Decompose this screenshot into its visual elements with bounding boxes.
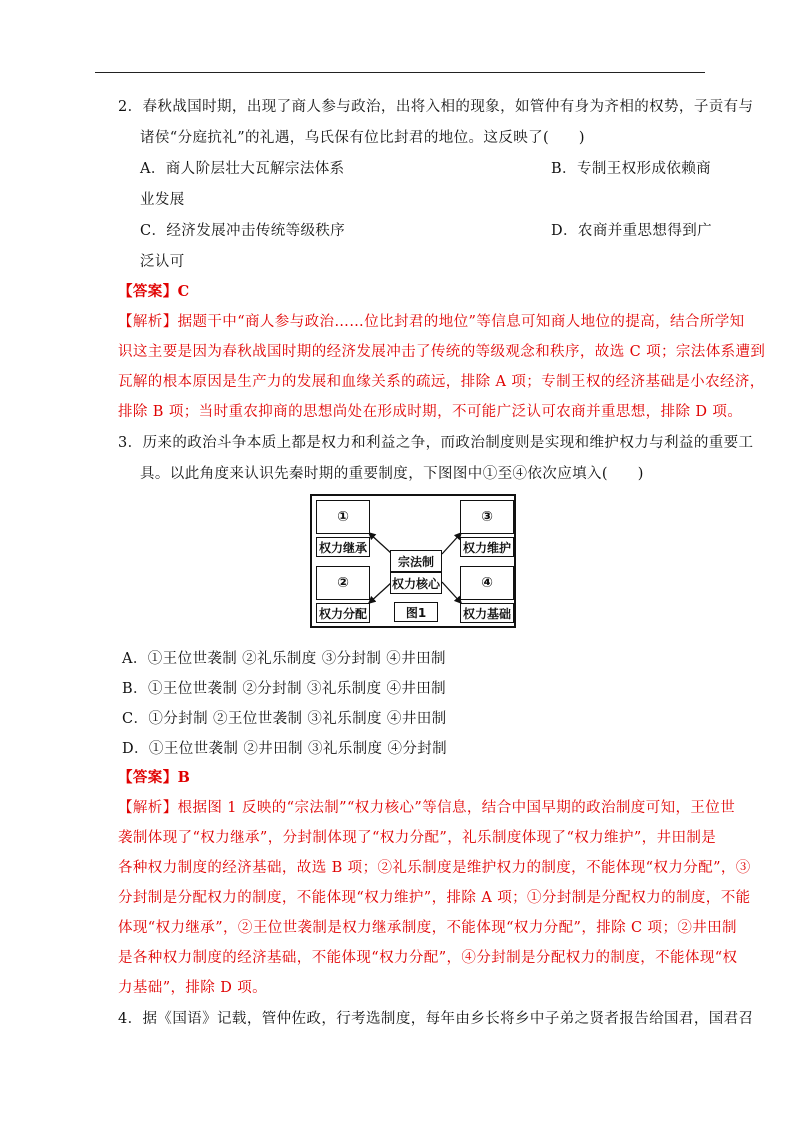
q3-answer: 【答案】B (118, 769, 191, 786)
q2-option-d-cont: 泛认可 (140, 254, 185, 270)
figure-box1-label: 权力继承 (316, 537, 370, 557)
q3-analysis-line: 各种权力制度的经济基础，故选 B 项；②礼乐制度是维护权力的制度，不能体现“权力分配”，③ (118, 860, 751, 876)
q2-option-b[interactable]: B．专制王权形成依赖商 (551, 161, 712, 177)
q3-analysis-line: 袭制体现了“权力继承”，分封制体现了“权力分配”，礼乐制度体现了“权力维护”，井田制是 (118, 830, 717, 846)
q2-option-d[interactable]: D．农商并重思想得到广 (551, 223, 713, 239)
header-rule (95, 72, 705, 73)
q3-option-d[interactable]: D．①王位世袭制 ②井田制 ③礼乐制度 ④分封制 (122, 741, 448, 757)
figure-box2-label: 权力分配 (316, 603, 370, 623)
figure-box3-number: ③ (460, 500, 514, 534)
q2-answer: 【答案】C (118, 283, 190, 300)
arrow-to-box1 (368, 532, 392, 554)
q3-figure (310, 494, 516, 628)
q3-option-c[interactable]: C．①分封制 ②王位世袭制 ③礼乐制度 ④井田制 (122, 711, 447, 727)
q3-option-b[interactable]: B．①王位世袭制 ②分封制 ③礼乐制度 ④井田制 (122, 681, 447, 697)
figure-box4-label: 权力基础 (460, 603, 514, 623)
q2-option-a[interactable]: A．商人阶层壮大瓦解宗法体系 (140, 161, 345, 177)
q3-analysis-line: 体现“权力继承”，②王位世袭制是权力继承制度，不能体现“权力分配”，排除 C 项；②井田制 (118, 920, 737, 936)
arrow-to-box2 (368, 582, 392, 604)
arrow-to-box4 (442, 582, 462, 604)
q2-stem-line2: 诸侯“分庭抗礼”的礼遇，乌氏保有位比封君的地位。这反映了( ) (140, 130, 585, 146)
q3-analysis-line: 力基础”，排除 D 项。 (118, 980, 268, 996)
arrow-to-box3 (442, 532, 462, 554)
q3-analysis-line: 是各种权力制度的经济基础，不能体现“权力分配”，④分封制是分配权力的制度，不能体现“权 (118, 950, 738, 966)
q3-option-a[interactable]: A．①王位世袭制 ②礼乐制度 ③分封制 ④井田制 (122, 651, 446, 667)
figure-caption: 图1 (394, 602, 438, 622)
q2-option-c[interactable]: C．经济发展冲击传统等级秩序 (140, 223, 346, 239)
q3-analysis-line: 【解析】根据图 1 反映的“宗法制”“权力核心”等信息，结合中国早期的政治制度可知，王位世 (118, 800, 736, 816)
figure-box2-number: ② (316, 566, 370, 600)
figure-box3-label: 权力维护 (460, 537, 514, 557)
q2-stem-line1: 2．春秋战国时期，出现了商人参与政治，出将入相的现象，如管仲有身为齐相的权势，子贡有与 (118, 99, 754, 115)
figure-box1-number: ① (316, 500, 370, 534)
q2-option-b-cont: 业发展 (140, 192, 185, 208)
q2-analysis-line: 识这主要是因为春秋战国时期的经济发展冲击了传统的等级观念和秩序，故选 C 项；宗法体系遭到 (118, 344, 766, 360)
figure-center-top: 宗法制 (390, 550, 442, 572)
figure-box4-number: ④ (460, 566, 514, 600)
figure-center-mid: 权力核心 (390, 572, 442, 594)
q3-stem-line2: 具。以此角度来认识先秦时期的重要制度，下图图中①至④依次应填入( ) (140, 466, 644, 482)
q2-analysis-line: 排除 B 项；当时重农抑商的思想尚处在形成时期，不可能广泛认可农商并重思想，排除 D 项。 (118, 404, 743, 420)
q2-analysis-line: 【解析】据题干中“商人参与政治……位比封君的地位”等信息可知商人地位的提高，结合所学知 (118, 314, 745, 330)
q2-analysis-line: 瓦解的根本原因是生产力的发展和血缘关系的疏远，排除 A 项；专制王权的经济基础是小农经济， (118, 374, 765, 390)
q4-stem-line1: 4．据《国语》记载，管仲佐政，行考选制度，每年由乡长将乡中子弟之贤者报告给国君，国君召 (118, 1011, 754, 1027)
q3-analysis-line: 分封制是分配权力的制度，不能体现“权力维护”，排除 A 项；①分封制是分配权力的制度，不能 (118, 890, 751, 906)
q3-stem-line1: 3．历来的政治斗争本质上都是权力和利益之争，而政治制度则是实现和维护权力与利益的重要工 (118, 435, 754, 451)
